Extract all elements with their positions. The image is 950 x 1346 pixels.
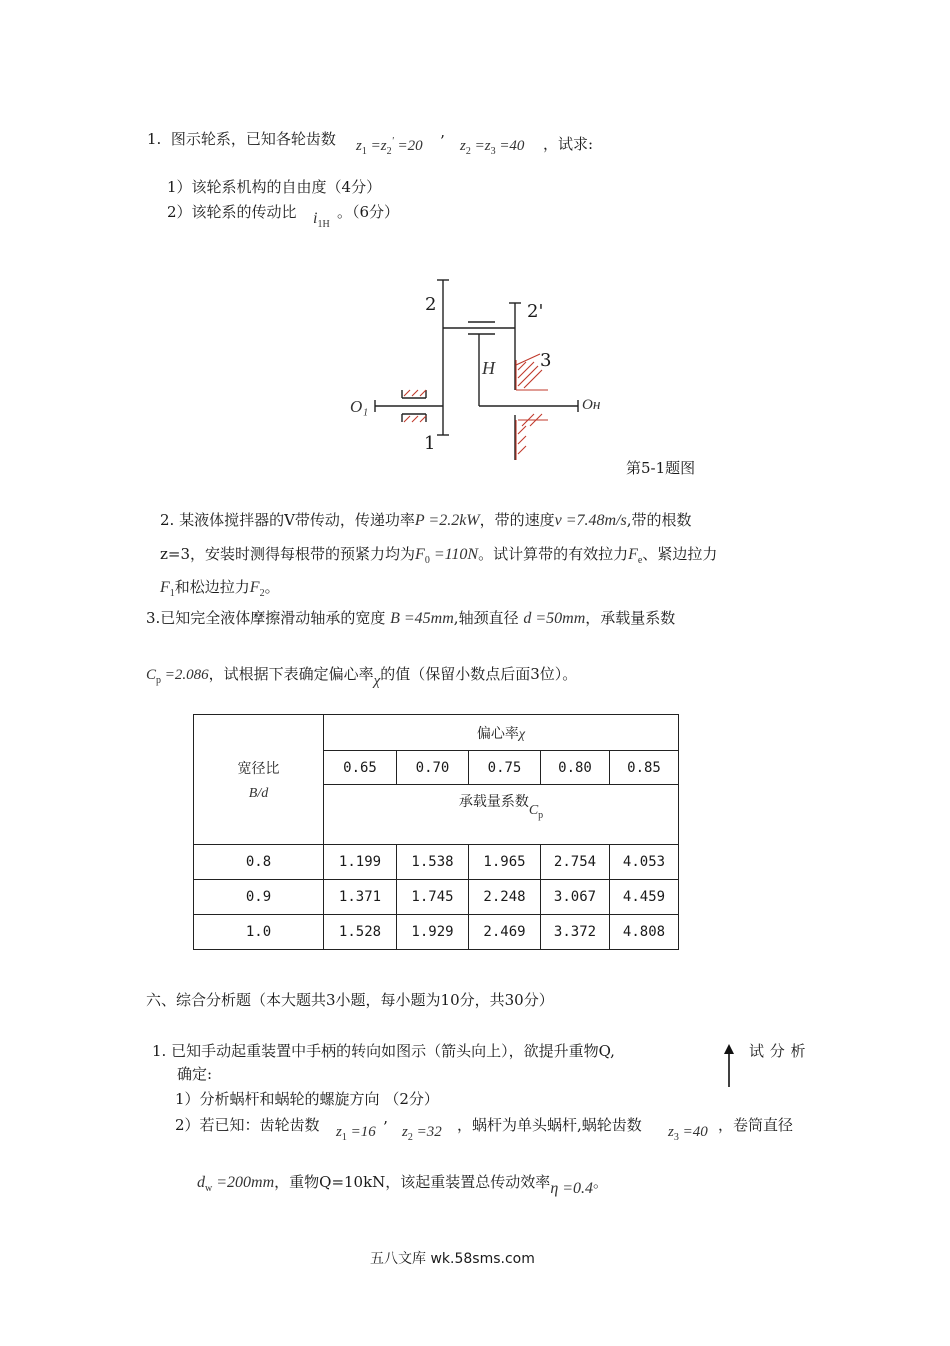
ecc-value: 0.65: [324, 751, 397, 785]
s6-q1-line-2: 确定:: [177, 1065, 213, 1083]
cp-cell: 1.371: [324, 880, 397, 915]
label-o1: O₁: [350, 397, 369, 416]
q1-item-2: 2）该轮系的传动比: [167, 203, 297, 221]
q1-formula-2: $z_2 =z_3 =40$: [460, 138, 525, 157]
cp-cell: 1.965: [469, 845, 541, 880]
table-row: [194, 915, 679, 950]
s6-q1-tail: 试 分 析: [749, 1042, 806, 1060]
comma: ’: [440, 132, 445, 150]
cp-cell: 1.199: [324, 845, 397, 880]
cp-header: 承载量系数$C_p$: [324, 785, 679, 845]
cp-cell: 2.248: [469, 880, 541, 915]
z2-formula: $z_2 =32$: [402, 1124, 442, 1143]
ratio-cell: 0.9: [194, 880, 324, 915]
q2-line-1: 2. 某液体搅拌器的V带传动，传递功率P =2.2kW，带的速度v =7.48m/s,带的根数: [160, 511, 692, 529]
cp-cell: 1.745: [397, 880, 469, 915]
cp-cell: 1.538: [397, 845, 469, 880]
cp-cell: 3.067: [541, 880, 610, 915]
label-oh: Oʜ: [582, 397, 601, 413]
z3-formula: $z_3 =40$: [668, 1124, 708, 1143]
q1-line: 1. 图示轮系，已知各轮齿数: [147, 130, 336, 148]
label-gear-3: 3: [540, 350, 552, 371]
eccentricity-table: [193, 714, 679, 950]
s6-line-dw: $d_w =200mm$，重物Q=10kN，该起重装置总传动效率η =0.4。: [197, 1173, 609, 1197]
ecc-header: 偏心率χ: [324, 715, 679, 751]
section-6-heading: 六、综合分析题（本大题共3小题，每小题为10分，共30分）: [146, 991, 554, 1009]
q1-tail: ，试求:: [543, 135, 594, 153]
cp-cell: 2.754: [541, 845, 610, 880]
cp-cell: 4.808: [610, 915, 679, 950]
q3-line-1: 3.已知完全液体摩擦滑动轴承的宽度 B =45mm,轴颈直径 d =50mm，承载量系数: [146, 609, 676, 627]
q1-item-1: 1）该轮系机构的自由度（4分）: [167, 178, 382, 196]
s6-item-2-tail: ，卷筒直径: [718, 1116, 794, 1134]
table-corner: 宽径比 B/d: [194, 715, 324, 845]
q3-line-2: $C_p =2.086$，试根据下表确定偏心率χ的值（保留小数点后面3位）。: [146, 665, 578, 689]
cp-cell: 3.372: [541, 915, 610, 950]
s6-q1-line-1: 1. 已知手动起重装置中手柄的转向如图示（箭头向上），欲提升重物Q,: [152, 1042, 615, 1060]
s6-item-1: 1）分析蜗杆和蜗轮的螺旋方向 （2分）: [175, 1090, 439, 1108]
label-gear-1: 1: [424, 433, 436, 454]
comma: ’: [383, 1118, 388, 1136]
figure-caption: 第5-1题图: [626, 459, 696, 477]
ratio-cell: 1.0: [194, 915, 324, 950]
label-gear-2-prime: 2': [527, 301, 544, 322]
s6-item-2-mid: ，蜗杆为单头蜗杆,蜗轮齿数: [457, 1116, 642, 1134]
ecc-value: 0.85: [610, 751, 679, 785]
arrow-up-icon: [722, 1044, 736, 1088]
z1-formula: $z_1 =16$: [336, 1124, 376, 1143]
cp-cell: 4.053: [610, 845, 679, 880]
q1-formula-1: $z_1 =z_2' =20$: [356, 136, 423, 157]
table-row: [194, 880, 679, 915]
ratio-symbol: $i_{1H}$: [313, 210, 330, 230]
s6-item-2: 2）若已知：齿轮齿数: [175, 1116, 320, 1134]
label-carrier-h: H: [482, 358, 495, 378]
ecc-value: 0.70: [397, 751, 469, 785]
label-gear-2: 2: [425, 294, 437, 315]
ecc-value: 0.75: [469, 751, 541, 785]
cp-cell: 1.929: [397, 915, 469, 950]
cp-cell: 4.459: [610, 880, 679, 915]
cp-cell: 2.469: [469, 915, 541, 950]
q2-line-3: $F_1$和松边拉力$F_2$。: [160, 578, 280, 599]
ratio-cell: 0.8: [194, 845, 324, 880]
ecc-value: 0.80: [541, 751, 610, 785]
footer-watermark: 五八文库 wk.58sms.com: [370, 1251, 535, 1267]
q1-item-2-tail: 。（6分）: [337, 203, 400, 221]
cp-cell: 1.528: [324, 915, 397, 950]
q2-line-2: z=3，安装时测得每根带的预紧力均为$F_0 =110N$。试计算带的有效拉力$F_e$、紧边拉力: [160, 545, 718, 566]
table-row: [194, 845, 679, 880]
